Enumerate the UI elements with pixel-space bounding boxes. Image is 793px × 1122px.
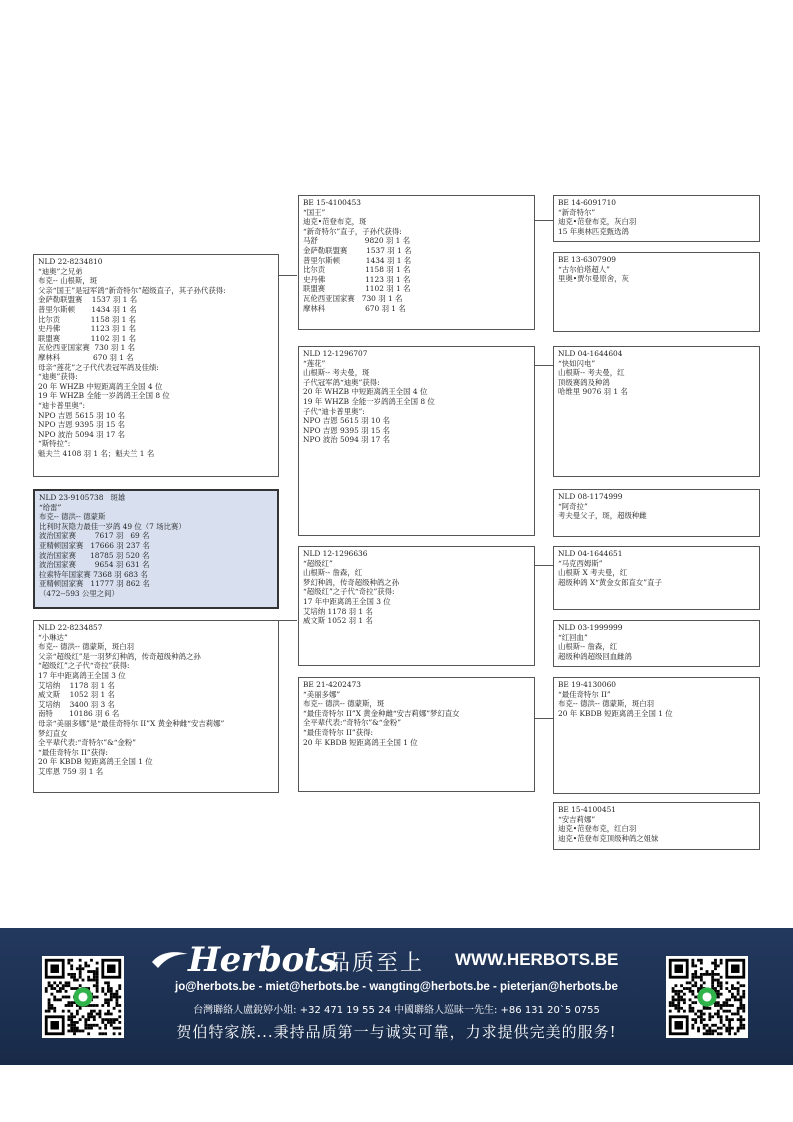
pedigree-line: “快如闪电” [558, 358, 596, 368]
pedigree-line: 子代冠军鸽“迪奥”获得: [303, 377, 380, 387]
pedigree-line: 布克-- 德洪-- 德蒙斯，斑 [303, 699, 385, 709]
website-link[interactable]: WWW.HERBOTS.BE [455, 950, 619, 969]
ss-sire-card [553, 195, 760, 242]
pedigree-line: “安吉莉娜” [558, 814, 596, 824]
pedigree-line: “最佳奇特尔 II”X 黄金种雌“安吉莉娜”梦幻直女 [303, 708, 460, 718]
pedigree-line: 普里尔斯顿 1434 羽 1 名 [303, 255, 412, 265]
pedigree-line: 顶级赛鸽及种鸽 [558, 377, 610, 387]
ring-number: NLD 23-9105738 斑雄 [39, 493, 126, 502]
connector-line [534, 365, 553, 366]
pedigree-line: （472--593 公里之间） [39, 588, 119, 598]
pedigree-line: 亚精顿国家赛 17666 羽 237 名 [39, 540, 150, 550]
pedigree-line: “斯特拉”: [38, 439, 71, 449]
pedigree-line: “超级红”之子代“奇拉”获得: [303, 587, 395, 597]
pedigree-line: 布克-- 德洪-- 德蒙斯，斑白羽 [558, 699, 654, 709]
pedigree-line: 史丹佛 1123 羽 1 名 [38, 324, 137, 334]
sire-sire-card [298, 195, 535, 330]
ring-number: NLD 22-8234810 [38, 257, 103, 266]
pedigree-line: 普里尔斯顿 1434 羽 1 名 [38, 304, 137, 314]
pedigree-line: 金萨勒联盟赛 1537 羽 1 名 [38, 295, 138, 305]
pedigree-line: 威文斯 1052 羽 1 名 [303, 616, 373, 626]
pedigree-line: “古尔伯塔超人” [558, 264, 610, 274]
pedigree-line: NPO 吉恩 5615 羽 10 名 [38, 410, 126, 420]
connector-line [278, 275, 297, 276]
pedigree-line: NPO 波治 5094 羽 17 名 [38, 429, 126, 439]
pedigree-line: 梦幻直女 [38, 728, 68, 738]
pedigree-line: 20 年 KBDB 短距离鸽王全国 1 位 [303, 737, 418, 747]
pedigree-line: 超级种鸽 X“黄金女郎直女”直子 [558, 577, 662, 587]
pedigree-line: “小琳达” [38, 632, 68, 642]
pedigree-line: 父亲“超级红”是一羽梦幻种鸽，传奇超级种鸽之孙 [38, 651, 201, 661]
ring-number: BE 13-6307909 [558, 255, 616, 264]
contact-phones: 台灣聯絡人盧銳婷小姐: +32 471 19 55 24 中國聯絡人巡昧一先生: +86 131 20`5 0755 [193, 1005, 600, 1016]
sire-dam-card [298, 346, 535, 536]
sd-sire-card [553, 346, 760, 477]
pedigree-line: 布克-- 山根斯，斑 [38, 276, 98, 286]
pedigree-line: “超级红”之子代“奇拉”获得: [38, 661, 130, 671]
ring-number: NLD 22-8234857 [38, 623, 103, 632]
pedigree-line: 迪克•范登布克，斑 [303, 217, 367, 227]
pedigree-line: 波治国家赛 9654 羽 631 名 [39, 560, 150, 570]
pedigree-line: 马舒 9820 羽 1 名 [303, 236, 411, 246]
pedigree-line: 19 年 WHZB 全能一岁鸽鸽王全国 8 位 [303, 396, 435, 406]
pedigree-line: 15 年奥林匹克甄选鸽 [558, 226, 629, 236]
connector-line [534, 718, 553, 719]
pedigree-line: 迪克•范登布克顶级种鸽之姐妹 [558, 833, 659, 843]
ring-number: BE 14-6091710 [558, 198, 616, 207]
pedigree-line: 比利时灰隐力最佳一岁鸽 49 位（7 场比赛） [39, 521, 186, 531]
pedigree-line: 山根斯 X 考夫曼，红 [558, 568, 628, 578]
pedigree-line: 金萨勒联盟赛 1537 羽 1 名 [303, 245, 412, 255]
pedigree-line: “美丽多娜” [303, 689, 341, 699]
pedigree-line: 魁夫兰 4108 羽 1 名；魁夫兰 1 名 [38, 448, 155, 458]
pedigree-line: 母亲“美丽多娜”是“最佳奇特尔 II”X 黄金种雌“安吉莉娜” [38, 718, 225, 728]
connector-line [534, 565, 553, 566]
ring-number: BE 19-4130060 [558, 680, 616, 689]
ring-number: NLD 12-1296636 [303, 549, 368, 558]
pedigree-line: 布克-- 德洪-- 德蒙斯 [39, 512, 106, 522]
pedigree-line: 艾培纳 1178 羽 1 名 [38, 680, 115, 690]
pedigree-line: NPO 吉恩 5615 羽 10 名 [303, 416, 391, 426]
slogan: 品质至上 [328, 951, 425, 976]
dd-dam-card [553, 802, 760, 850]
ring-number: BE 15-4100453 [303, 198, 361, 207]
pedigree-line: 南特 10186 羽 6 名 [38, 709, 120, 719]
pedigree-line: 里奥•贾尔曼原舍，灰 [558, 274, 629, 284]
pedigree-line: 艾库恩 759 羽 1 名 [38, 766, 104, 776]
dd-sire-card [553, 677, 760, 794]
pedigree-line: 山根斯-- 詹森，红 [558, 642, 618, 652]
pedigree-line: 山根斯-- 詹森，红 [303, 568, 363, 578]
pedigree-line: 布克-- 德洪-- 德蒙斯，斑白羽 [38, 642, 134, 652]
pedigree-line: 20 年 KBDB 短距离鸽王全国 1 位 [558, 708, 673, 718]
pedigree-line: 哈维里 9076 羽 1 名 [558, 387, 628, 397]
pedigree-line: 父亲“国王”是冠军鸽“新奇特尔”超级直子，其子孙代获得: [38, 285, 226, 295]
brand-row [150, 940, 640, 980]
pedigree-line: 20 年 WHZB 中短距离鸽王全国 4 位 [38, 381, 163, 391]
logo-swoosh-icon [150, 948, 190, 972]
pedigree-line: 17 年中距离鸽王全国 3 位 [303, 596, 391, 606]
pedigree-line: 波治国家赛 18785 羽 520 名 [39, 550, 150, 560]
pedigree-line: 19 年 WHZB 全能一岁鸽鸽王全国 8 位 [38, 391, 170, 401]
pedigree-line: “迪奥”之兄弟 [38, 266, 83, 276]
ring-number: BE 21-4202473 [303, 680, 361, 689]
pedigree-line: “迪奥”获得: [38, 372, 78, 382]
pedigree-line: NPO 波治 5094 羽 17 名 [303, 435, 391, 445]
ring-number: NLD 03-1999999 [558, 623, 623, 632]
ss-dam-card [553, 252, 760, 332]
connector-line [278, 620, 297, 621]
sire-card [33, 254, 279, 477]
pedigree-line: 20 年 WHZB 中短距离鸽王全国 4 位 [303, 387, 428, 397]
pedigree-line: 亚精顿国家赛 11777 羽 862 名 [39, 579, 150, 589]
ring-number: NLD 12-1296707 [303, 349, 368, 358]
ring-number: NLD 04-1644604 [558, 349, 623, 358]
pedigree-line: 山根斯-- 考夫曼，斑 [303, 368, 370, 378]
dam-dam-card [298, 677, 535, 792]
contact-emails[interactable]: jo@herbots.be - miet@herbots.be - wangting@herbots.be - pieterjan@herbots.be [175, 981, 618, 993]
pedigree-line: 瓦伦西亚国家赛 730 羽 1 名 [38, 343, 136, 353]
pedigree-line: 威文斯 1052 羽 1 名 [38, 690, 115, 700]
pedigree-line: 超级种鸽超级回血雌鸽 [558, 651, 632, 661]
pedigree-line: “迪卡普里奥”: [38, 400, 86, 410]
pedigree-line: “国王” [303, 207, 326, 217]
pedigree-line: NPO 吉恩 9395 羽 15 名 [303, 425, 391, 435]
pedigree-line: “给雷” [39, 502, 62, 512]
pedigree-line: “最佳奇特尔 II” [558, 689, 611, 699]
pedigree-line: “最佳奇特尔 II”获得: [38, 747, 108, 757]
herbots-logo[interactable]: Herbots [188, 940, 338, 980]
pedigree-line: 梦幻种鸽，传奇超级种鸽之孙 [303, 577, 400, 587]
pedigree-line: “新奇特尔” [558, 207, 596, 217]
ring-number: NLD 04-1644651 [558, 549, 623, 558]
footer-banner [0, 928, 793, 1065]
pedigree-line: 迪克•范登布克，灰白羽 [558, 217, 637, 227]
pedigree-line: 考夫曼父子，斑，超级种雌 [558, 511, 647, 521]
pedigree-line: “莲花” [303, 358, 326, 368]
connector-line [534, 220, 553, 221]
pedigree-line: 子代“迪卡普里奥”: [303, 406, 365, 416]
pedigree-line: 比尔贡 1158 羽 1 名 [303, 265, 411, 275]
pedigree-line: “红回血” [558, 632, 588, 642]
pedigree-line: 山根斯-- 考夫曼，红 [558, 368, 625, 378]
pedigree-line: “最佳奇特尔 II”获得: [303, 727, 373, 737]
pedigree-line: 艾培纳 1178 羽 1 名 [303, 606, 373, 616]
pedigree-line: 全平辈代表:“奇特尔”&“金粉” [303, 718, 402, 728]
ds-dam-card [553, 620, 760, 667]
pedigree-line: 17 年中距离鸽王全国 3 位 [38, 670, 126, 680]
pedigree-line: 全平辈代表:“奇特尔”&“金粉” [38, 738, 137, 748]
pedigree-line: 史丹佛 1123 羽 1 名 [303, 274, 411, 284]
company-motto: 贺伯特家族...秉持品质第一与诚实可靠，力求提供完美的服务! [176, 1023, 617, 1041]
pedigree-line: 波治国家赛 7617 羽 69 名 [39, 531, 150, 541]
sd-dam-card [553, 489, 760, 537]
pedigree-line: 母亲“莲花”之子代代表冠军鸽及佳绩: [38, 362, 159, 372]
pedigree-line: “阿奇拉” [558, 501, 588, 511]
subject-card [33, 489, 279, 609]
pedigree-line: 比尔贡 1158 羽 1 名 [38, 314, 137, 324]
pedigree-line: 联盟赛 1102 羽 1 名 [38, 333, 137, 343]
dam-card [33, 620, 279, 793]
ds-sire-card [553, 546, 760, 610]
pedigree-line: 拉索特年国家赛 7368 羽 683 名 [39, 569, 148, 579]
pedigree-line: 摩林科 670 羽 1 名 [38, 352, 134, 362]
pedigree-line: 联盟赛 1102 羽 1 名 [303, 284, 411, 294]
pedigree-line: “超级红” [303, 558, 333, 568]
pedigree-line: “马克西姆斯” [558, 558, 603, 568]
ring-number: NLD 08-1174999 [558, 492, 623, 501]
pedigree-line: 艾培纳 3400 羽 3 名 [38, 699, 115, 709]
pedigree-line: “新奇特尔”直子，子孙代获得: [303, 226, 402, 236]
pedigree-line: NPO 吉恩 9395 羽 15 名 [38, 420, 126, 430]
pedigree-line: 瓦伦西亚国家赛 730 羽 1 名 [303, 293, 403, 303]
pedigree-line: 摩林科 670 羽 1 名 [303, 303, 406, 313]
ring-number: BE 15-4100451 [558, 805, 616, 814]
dam-sire-card [298, 546, 535, 666]
pedigree-line: 迪克•范登布克，红白羽 [558, 824, 637, 834]
pedigree-line: 20 年 KBDB 短距离鸽王全国 1 位 [38, 757, 153, 767]
